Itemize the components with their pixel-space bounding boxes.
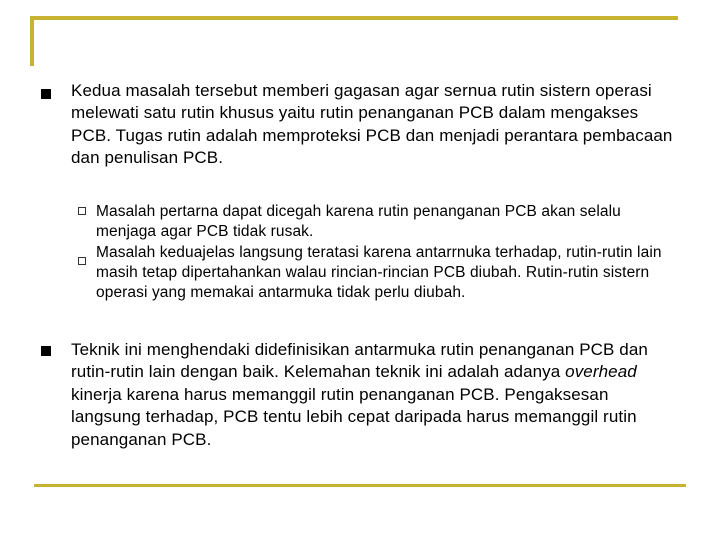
- sub-bullet-text-2: Masalah keduajelas langsung teratasi karena antarrnuka terhadap, rutin‑rutin lain masih tetap dipertahankan walau rincian‑rincian PCB diubah. Rutin‑rutin sistern operasi yang memakai antarmuka tidak perlu diubah.: [96, 244, 662, 301]
- square-bullet-icon: [41, 89, 51, 99]
- frame-top-line: [30, 16, 678, 20]
- hollow-square-bullet-icon: [78, 207, 86, 215]
- bullet-text-1: Kedua masalah tersebut memberi gagasan agar sernua rutin sistern operasi melewati satu rutin khusus yaitu rutin penanganan PCB dalam mengakses PCB. Tugas rutin adalah memproteksi PCB dan menjadi perantara pembacaan dan penulisan PCB.: [71, 81, 673, 168]
- frame-left-line: [30, 16, 34, 66]
- bullet-text-2-part-1: Teknik ini menghendaki didefinisikan antarmuka rutin penanganan PCB dan rutin‑rutin lain dengan baik. Kelemahan teknik ini adalah adanya: [71, 340, 648, 382]
- sub-bullet-text-1: Masalah pertarna dapat dicegah karena rutin penanganan PCB akan selalu menjaga agar PCB tidak rusak.: [96, 203, 621, 240]
- bullet-text-2: [71, 339, 681, 451]
- bullet-text-2-part-2: kinerja karena harus memanggil rutin penanganan PCB. Pengaksesan langsung terhadap, PCB tentu lebih cepat daripada harus memanggil rutin penanganan PCB.: [71, 384, 637, 449]
- overhead-term: overhead: [565, 362, 637, 382]
- square-bullet-icon: [41, 346, 51, 356]
- hollow-square-bullet-icon: [78, 257, 86, 265]
- frame-bottom-line: [34, 484, 686, 487]
